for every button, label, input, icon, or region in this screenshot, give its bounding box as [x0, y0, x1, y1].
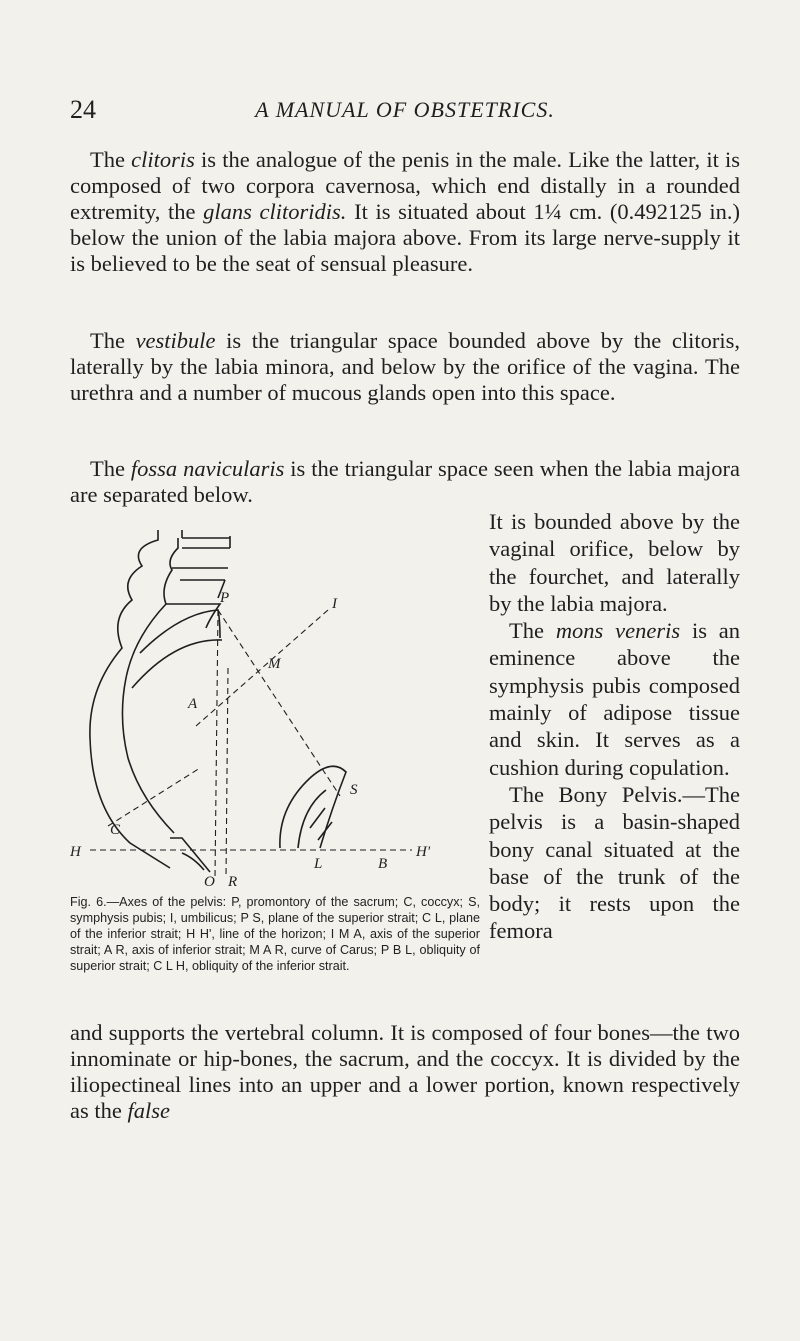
label-H: H [70, 844, 81, 860]
paragraph-vestibule: The vestibule is the triangular space bounded above by the clitoris, laterally by the labia minora, and below by the orifice of the vagina. The urethra and a number of mucous glands open into this space. [70, 328, 740, 405]
side-column [489, 508, 740, 945]
paragraph-clitoris: The clitoris is the analogue of the penis in the male. Like the latter, it is composed of two corpora cavernosa, which end distally in a rounded extremity, the glans clitoridis. It is situated about 1¼ cm. (0.492125 in.) below the union of the labia majora above. From its large nerve-supply it is believed to be the seat of sensual pleasure. [70, 147, 740, 276]
paragraph-mons: The mons veneris is an eminence above the symphysis pubis composed mainly of adipose tissue and skin. It serves as a cushion during copulation. [489, 618, 741, 780]
label-C: C [110, 822, 121, 838]
page-number: 24 [70, 95, 96, 124]
sacrum-outer [90, 530, 170, 868]
paragraph-pelvis: The Bony Pelvis.—The pelvis is a basin-shaped bony canal situated at the base of the trunk of the body; it rests upon the femora [489, 781, 740, 944]
label-M: M [268, 656, 281, 672]
label-P: P [220, 590, 230, 606]
running-head: A MANUAL OF OBSTETRICS. [255, 97, 555, 122]
paragraph-fossa: The fossa navicularis is the triangular space seen when the labia majora are separated below. [70, 456, 740, 507]
label-O: O [204, 874, 215, 890]
symphysis-pubis [280, 766, 346, 848]
vertebra-top [182, 530, 230, 548]
heading-bony-pelvis: The Bony Pelvis. [509, 781, 683, 807]
label-R: R [228, 874, 238, 890]
paragraph-pelvis-continued: and supports the vertebral column. It is composed of four bones—the two innominate or hip-bones, the sacrum, and the coccyx. It is divided by the iliopectineal lines into an upper and a lower portion, known respectively as the false [70, 1020, 740, 1123]
label-S: S [350, 782, 358, 798]
superior-strait-plane [218, 610, 340, 796]
label-H-prime: H' [416, 844, 431, 860]
axis-superior-strait [196, 610, 328, 726]
label-L: L [314, 856, 323, 872]
term-vestibule: vestibule [135, 328, 216, 353]
label-I: I [332, 596, 337, 612]
pelvis-axes-figure [70, 508, 490, 893]
inferior-strait-plane [108, 768, 200, 826]
label-B: B [378, 856, 388, 872]
term-glans: glans clitoridis. [203, 199, 347, 224]
paragraph-fossa-continued: It is bounded above by the vaginal orifice, below by the fourchet, and laterally by the labia majora. [489, 509, 740, 616]
term-false: false [127, 1098, 170, 1123]
label-A: A [188, 696, 198, 712]
promontory [140, 610, 220, 653]
term-clitoris: clitoris [131, 147, 195, 172]
term-mons: mons veneris [555, 618, 681, 644]
sacrum-inner [122, 538, 178, 833]
page-header [70, 95, 740, 131]
term-fossa: fossa navicularis [130, 456, 285, 481]
figure-caption: Fig. 6.—Axes of the pelvis: P, promontory of the sacrum; C, coccyx; S, symphysis pubis; I, umbilicus; P S, plane of the superior strait; C L, plane of the inferior strait; H H', line of the horizon; I M A, axis of the superior strait; A R, axis of inferior strait; M A R, curve of Carus; P B L, obliquity of superior strait; C L H, obliquity of the inferior strait. [70, 895, 480, 973]
